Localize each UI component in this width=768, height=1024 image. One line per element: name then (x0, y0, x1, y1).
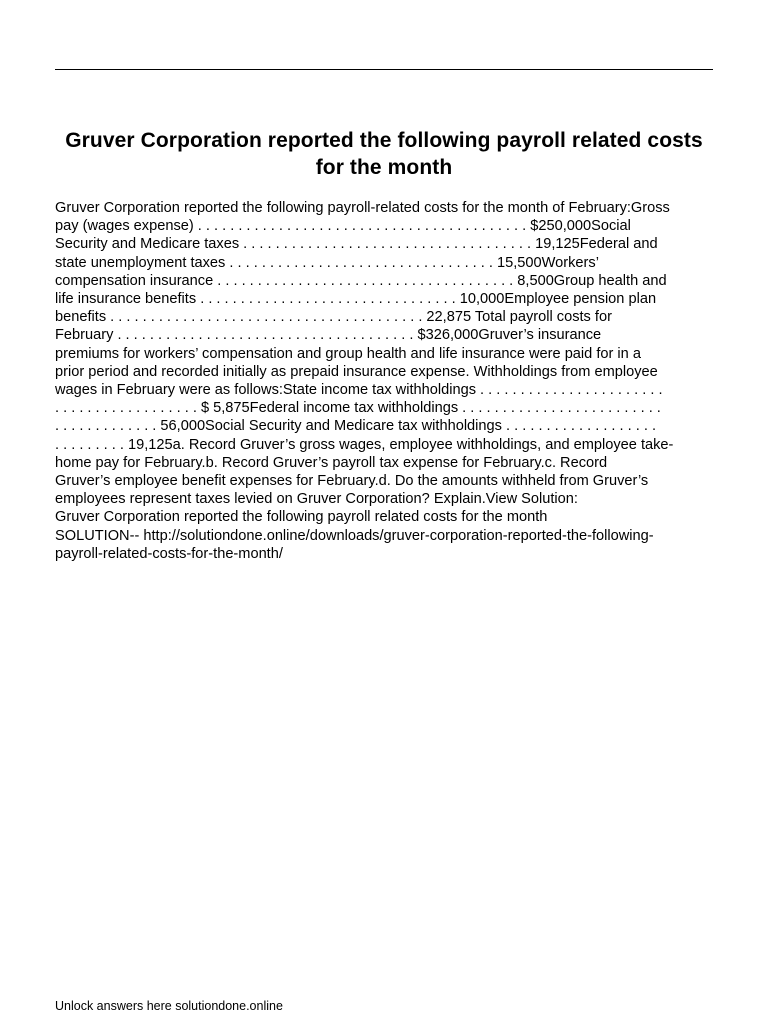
body-line: Security and Medicare taxes . . . . . . . . . . . . . . . . . . . . . . . . . . . . . . . . . . . . 19,125Federal and (55, 236, 658, 253)
body-line: . . . . . . . . . . . . . 56,000Social Security and Medicare tax withholdings . . . . . . . . . . . . . . . . . . . (55, 418, 657, 435)
body-line: premiums for workers’ compensation and group health and life insurance were paid for in a (55, 345, 641, 362)
body-line: . . . . . . . . . 19,125a. Record Gruver’s gross wages, employee withholdings, and employee take- (55, 436, 674, 453)
document-title: Gruver Corporation reported the following payroll related costs for the month (65, 129, 703, 179)
footer-unlock-text: Unlock answers here solutiondone.online (55, 999, 283, 1013)
top-divider (55, 69, 713, 70)
document-body (55, 199, 713, 563)
solution-link-title[interactable]: Gruver Corporation reported the following payroll related costs for the month (55, 509, 548, 526)
solution-link-url-cont[interactable]: payroll-related-costs-for-the-month/ (55, 545, 283, 562)
body-line: February . . . . . . . . . . . . . . . . . . . . . . . . . . . . . . . . . . . . . $326,000Gruver’s insurance (55, 327, 602, 344)
body-line: prior period and recorded initially as prepaid insurance expense. Withholdings from employee (55, 363, 658, 380)
body-line: Gruver’s employee benefit expenses for February.d. Do the amounts withheld from Gruver’s (55, 473, 649, 490)
body-line: benefits . . . . . . . . . . . . . . . . . . . . . . . . . . . . . . . . . . . . . . . 22,875 Total payroll costs for (55, 309, 612, 326)
body-line: life insurance benefits . . . . . . . . . . . . . . . . . . . . . . . . . . . . . . . . 10,000Employee pension plan (55, 291, 657, 308)
body-line: state unemployment taxes . . . . . . . . . . . . . . . . . . . . . . . . . . . . . . . . . 15,500Workers’ (55, 254, 599, 271)
body-line: pay (wages expense) . . . . . . . . . . . . . . . . . . . . . . . . . . . . . . . . . . . . . . . . . $250,000Social (55, 218, 631, 235)
body-line: compensation insurance . . . . . . . . . . . . . . . . . . . . . . . . . . . . . . . . . . . . . 8,500Group health and (55, 272, 667, 289)
solution-link-url[interactable]: SOLUTION-- http://solutiondone.online/downloads/gruver-corporation-reported-the-following- (55, 527, 654, 544)
body-line: employees represent taxes levied on Gruver Corporation? Explain.View Solution: (55, 491, 578, 508)
body-line: . . . . . . . . . . . . . . . . . . $ 5,875Federal income tax withholdings . . . . . . . . . . . . . . . . . . . . . . . . . (55, 400, 661, 417)
body-line: home pay for February.b. Record Gruver’s payroll tax expense for February.c. Record (55, 454, 608, 471)
body-line: wages in February were as follows:State income tax withholdings . . . . . . . . . . . . . . . . . . . . . . . (55, 382, 663, 399)
body-line: Gruver Corporation reported the following payroll-related costs for the month of February:Gross (55, 200, 670, 216)
